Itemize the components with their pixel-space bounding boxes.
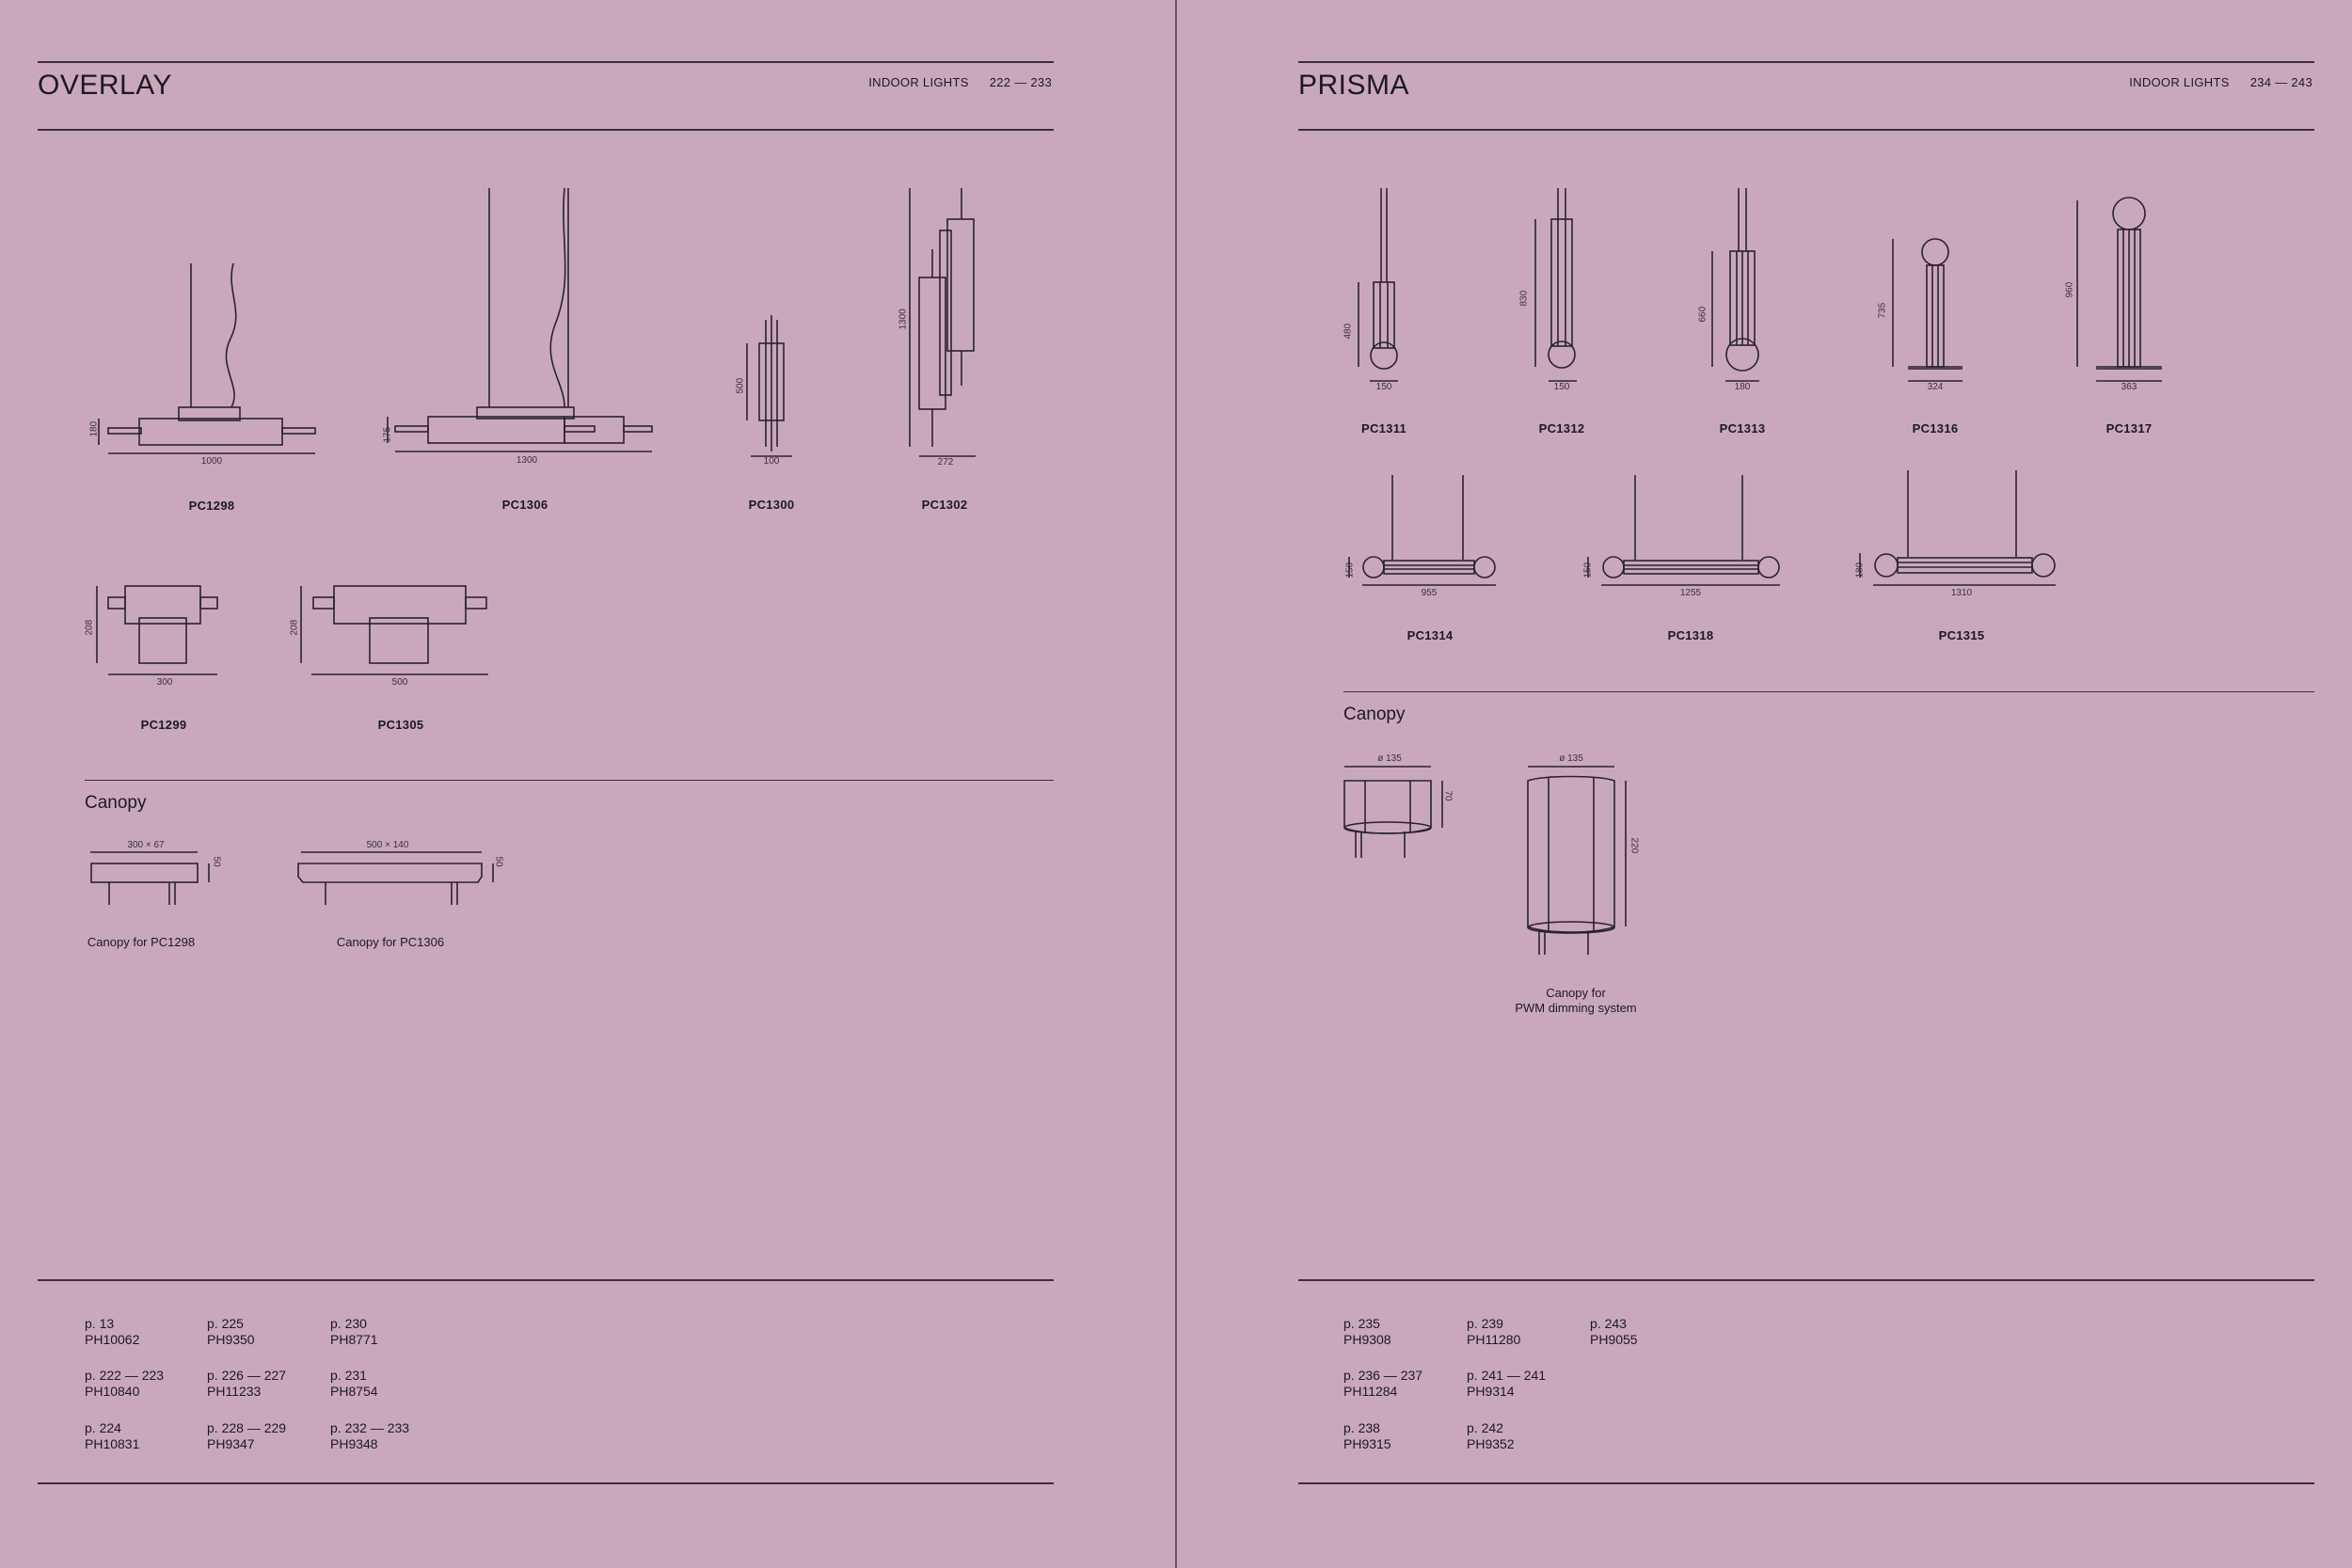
photo-ref: p. 238 PH9315 — [1343, 1420, 1391, 1451]
header-bottom-rule — [38, 129, 1054, 131]
canopy-section-title: Canopy — [85, 793, 147, 813]
dim-height-pc1313: 660 — [1697, 306, 1708, 323]
dim-width-pc1313: 180 — [1734, 382, 1751, 392]
header-meta — [2108, 75, 2312, 89]
product-code-pc1306: PC1306 — [501, 498, 548, 512]
photo-ref: p. 231 PH8754 — [330, 1368, 378, 1399]
dim-height-pc1298: 180 — [88, 420, 100, 437]
canopy-divider — [1343, 691, 2314, 692]
dim-width-pc1316: 324 — [1927, 382, 1944, 392]
photo-ref: p. 226 — 227 PH11233 — [207, 1368, 287, 1399]
product-code-pc1311: PC1311 — [1360, 421, 1407, 436]
canopy-size-pc1306: 500 × 140 — [366, 840, 409, 850]
product-code-pc1318: PC1318 — [1667, 628, 1714, 642]
canopy-drawing-pc1306 — [294, 847, 510, 912]
canopy-size-pc1298: 300 × 67 — [127, 840, 165, 850]
canopy-height-pc1306: 50 — [493, 856, 504, 867]
canopy-height-pc1298: 50 — [211, 856, 222, 867]
photo-ref: p. 235 PH9308 — [1343, 1316, 1391, 1347]
canopy-label-pc1306: Canopy for PC1306 — [336, 935, 445, 949]
product-code-pc1300: PC1300 — [748, 498, 795, 512]
footer-bottom-rule — [38, 1482, 1054, 1484]
dim-height-pc1306: 175 — [382, 426, 393, 443]
right-page-prisma — [1176, 0, 2352, 1568]
page-range: 222 — 233 — [989, 75, 1052, 89]
product-drawing-pc1300 — [743, 310, 800, 470]
category-label: INDOOR LIGHTS — [868, 75, 969, 89]
canopy-label-pc1298: Canopy for PC1298 — [87, 935, 196, 949]
product-drawing-pc1312 — [1524, 183, 1599, 395]
page-title: PRISMA — [1298, 70, 1410, 101]
header-top-rule — [1298, 61, 2314, 63]
dim-width-pc1318: 1255 — [1679, 588, 1702, 598]
product-drawing-pc1305 — [296, 578, 503, 682]
product-drawing-pc1315 — [1849, 466, 2103, 602]
page-range: 234 — 243 — [2249, 75, 2312, 89]
dim-height-pc1318: 150 — [1582, 562, 1594, 578]
dim-height-pc1299: 208 — [84, 619, 95, 636]
product-drawing-pc1311 — [1345, 183, 1421, 395]
photo-ref: p. 222 — 223 PH10840 — [85, 1368, 165, 1399]
product-code-pc1314: PC1314 — [1406, 628, 1454, 642]
photo-ref: p. 242 PH9352 — [1467, 1420, 1515, 1451]
dim-height-pc1315: 180 — [1854, 562, 1866, 578]
dim-height-pc1305: 208 — [289, 619, 300, 636]
product-code-pc1313: PC1313 — [1719, 421, 1766, 436]
dim-width-pc1299: 300 — [156, 677, 173, 688]
dim-width-pc1314: 955 — [1421, 588, 1438, 598]
product-drawing-pc1318 — [1581, 470, 1825, 602]
dim-width-pc1315: 1310 — [1950, 588, 1973, 598]
product-drawing-pc1298 — [75, 254, 339, 470]
product-code-pc1316: PC1316 — [1912, 421, 1959, 436]
header-bottom-rule — [1298, 129, 2314, 131]
product-code-pc1302: PC1302 — [921, 498, 968, 512]
product-code-pc1317: PC1317 — [2106, 421, 2153, 436]
footer-top-rule — [38, 1279, 1054, 1281]
canopy-diameter-short: ø 135 — [1377, 753, 1402, 764]
photo-ref: p. 225 PH9350 — [207, 1316, 255, 1347]
photo-ref: p. 243 PH9055 — [1590, 1316, 1638, 1347]
header-meta — [848, 75, 1052, 89]
photo-ref: p. 232 — 233 PH9348 — [330, 1420, 410, 1451]
photo-ref: p. 230 PH8771 — [330, 1316, 378, 1347]
canopy-divider — [85, 780, 1054, 781]
dim-height-pc1314: 150 — [1344, 562, 1356, 578]
photo-ref: p. 241 — 241 PH9314 — [1467, 1368, 1547, 1399]
dim-height-pc1316: 735 — [1877, 302, 1888, 319]
canopy-drawing-short — [1341, 762, 1454, 865]
dim-height-pc1302: 1300 — [898, 309, 909, 330]
canopy-section-title: Canopy — [1343, 705, 1406, 724]
dim-width-pc1311: 150 — [1375, 382, 1392, 392]
dim-width-pc1298: 1000 — [200, 456, 223, 467]
footer-top-rule — [1298, 1279, 2314, 1281]
dim-height-pc1312: 830 — [1518, 290, 1530, 307]
canopy-drawing-pc1298 — [87, 847, 228, 912]
product-drawing-pc1306 — [376, 183, 668, 466]
canopy-height-short: 70 — [1442, 790, 1454, 801]
photo-ref: p. 228 — 229 PH9347 — [207, 1420, 287, 1451]
product-drawing-pc1317 — [2070, 183, 2173, 395]
photo-ref: p. 224 PH10831 — [85, 1420, 140, 1451]
photo-ref: p. 239 PH11280 — [1467, 1316, 1521, 1347]
category-label: INDOOR LIGHTS — [2129, 75, 2230, 89]
product-drawing-pc1313 — [1703, 183, 1788, 395]
photo-ref: p. 13 PH10062 — [85, 1316, 140, 1347]
canopy-drawing-tall — [1524, 762, 1646, 959]
product-code-pc1299: PC1299 — [140, 718, 187, 732]
footer-bottom-rule — [1298, 1482, 2314, 1484]
dim-height-pc1311: 480 — [1343, 323, 1354, 340]
dim-width-pc1317: 363 — [2121, 382, 2137, 392]
header-top-rule — [38, 61, 1054, 63]
product-code-pc1312: PC1312 — [1538, 421, 1585, 436]
product-drawing-pc1299 — [89, 578, 240, 682]
canopy-diameter-tall: ø 135 — [1559, 753, 1583, 764]
dim-width-pc1306: 1300 — [516, 455, 538, 466]
dim-height-pc1300: 500 — [735, 377, 746, 394]
photo-ref: p. 236 — 237 PH11284 — [1343, 1368, 1423, 1399]
product-drawing-pc1316 — [1882, 226, 1976, 395]
product-code-pc1315: PC1315 — [1938, 628, 1985, 642]
dim-width-pc1300: 100 — [763, 456, 780, 467]
page-title: OVERLAY — [38, 70, 172, 101]
canopy-height-tall: 220 — [1629, 837, 1640, 854]
product-drawing-pc1302 — [898, 183, 993, 466]
product-code-pc1305: PC1305 — [377, 718, 424, 732]
product-code-pc1298: PC1298 — [188, 499, 235, 513]
dim-height-pc1317: 960 — [2064, 281, 2075, 298]
dim-width-pc1312: 150 — [1553, 382, 1570, 392]
dim-width-pc1305: 500 — [391, 677, 408, 688]
dim-width-pc1302: 272 — [937, 457, 954, 467]
canopy-label-pwm: Canopy for PWM dimming system — [1515, 986, 1637, 1015]
product-drawing-pc1314 — [1345, 470, 1571, 602]
